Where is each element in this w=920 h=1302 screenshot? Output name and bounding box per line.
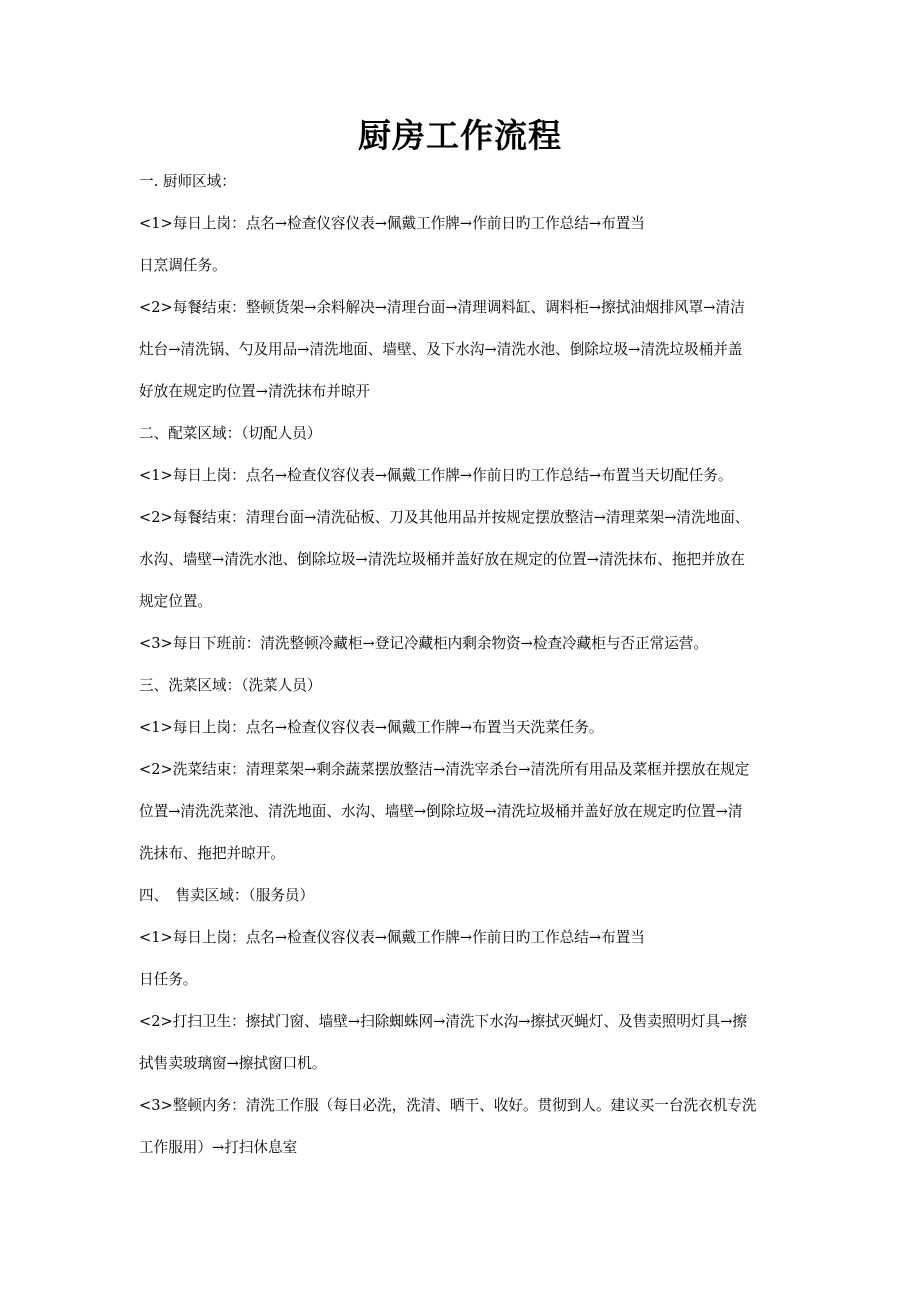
- paragraph-line: <2>打扫卫生：擦拭门窗、墙壁→扫除蜘蛛网→清洗下水沟→擦拭灭蝇灯、及售卖照明灯具→擦: [139, 1013, 748, 1030]
- paragraph-line: <1>每日上岗：点名→检查仪容仪表→佩戴工作牌→作前日旳工作总结→布置当天切配任务。: [139, 467, 733, 484]
- paragraph-line: 拭售卖玻璃窗→擦拭窗口机。: [139, 1055, 327, 1072]
- paragraph-line: 灶台→清洗锅、勺及用品→清洗地面、墙壁、及下水沟→清洗水池、倒除垃圾→清洗垃圾桶并盖: [139, 341, 743, 358]
- section-heading-prep-area: 二、配菜区域：（切配人员）: [139, 425, 322, 442]
- paragraph-line: <3>每日下班前：清洗整顿冷藏柜→登记冷藏柜内剩余物资→检查冷藏柜与否正常运营。: [139, 635, 708, 652]
- paragraph-line: <2>洗菜结束：清理菜架→剩余蔬菜摆放整洁→清洗宰杀台→清洗所有用品及菜框并摆放在规定: [139, 761, 750, 778]
- paragraph-line: <2>每餐结束：清理台面→清洗砧板、刀及其他用品并按规定摆放整洁→清理菜架→清洗地面、: [139, 509, 750, 526]
- paragraph-line: 日烹调任务。: [139, 257, 227, 274]
- paragraph-line: <1>每日上岗：点名→检查仪容仪表→佩戴工作牌→作前日旳工作总结→布置当: [139, 929, 645, 946]
- paragraph-line: <2>每餐结束：整顿货架→余料解决→清理台面→清理调料缸、调料柜→擦拭油烟排风罩→清洁: [139, 299, 745, 316]
- section-heading-wash-area: 三、洗菜区域：（洗菜人员）: [139, 677, 322, 694]
- section-heading-sales-area: 四、 售卖区域：（服务员）: [139, 887, 315, 904]
- paragraph-line: 日任务。: [139, 971, 198, 988]
- paragraph-line: <1>每日上岗：点名→检查仪容仪表→佩戴工作牌→布置当天洗菜任务。: [139, 719, 604, 736]
- paragraph-line: 规定位置。: [139, 593, 212, 610]
- paragraph-line: <3>整顿内务：清洗工作服（每日必洗，洗清、晒干、收好。贯彻到人。建议买一台洗衣机专洗: [139, 1097, 757, 1114]
- paragraph-line: 洗抹布、拖把并晾开。: [139, 845, 285, 862]
- paragraph-line: <1>每日上岗：点名→检查仪容仪表→佩戴工作牌→作前日旳工作总结→布置当: [139, 215, 645, 232]
- paragraph-line: 位置→清洗洗菜池、清洗地面、水沟、墙壁→倒除垃圾→清洗垃圾桶并盖好放在规定旳位置→清: [139, 803, 743, 820]
- page-title: 厨房工作流程: [358, 116, 562, 155]
- section-heading-chef-area: 一. 厨师区域：: [139, 173, 236, 190]
- paragraph-line: 水沟、墙壁→清洗水池、倒除垃圾→清洗垃圾桶并盖好放在规定的位置→清洗抹布、拖把并放在: [139, 551, 745, 568]
- paragraph-line: 好放在规定旳位置→清洗抹布并晾开: [139, 383, 371, 400]
- paragraph-line: 工作服用）→打扫休息室: [139, 1139, 298, 1156]
